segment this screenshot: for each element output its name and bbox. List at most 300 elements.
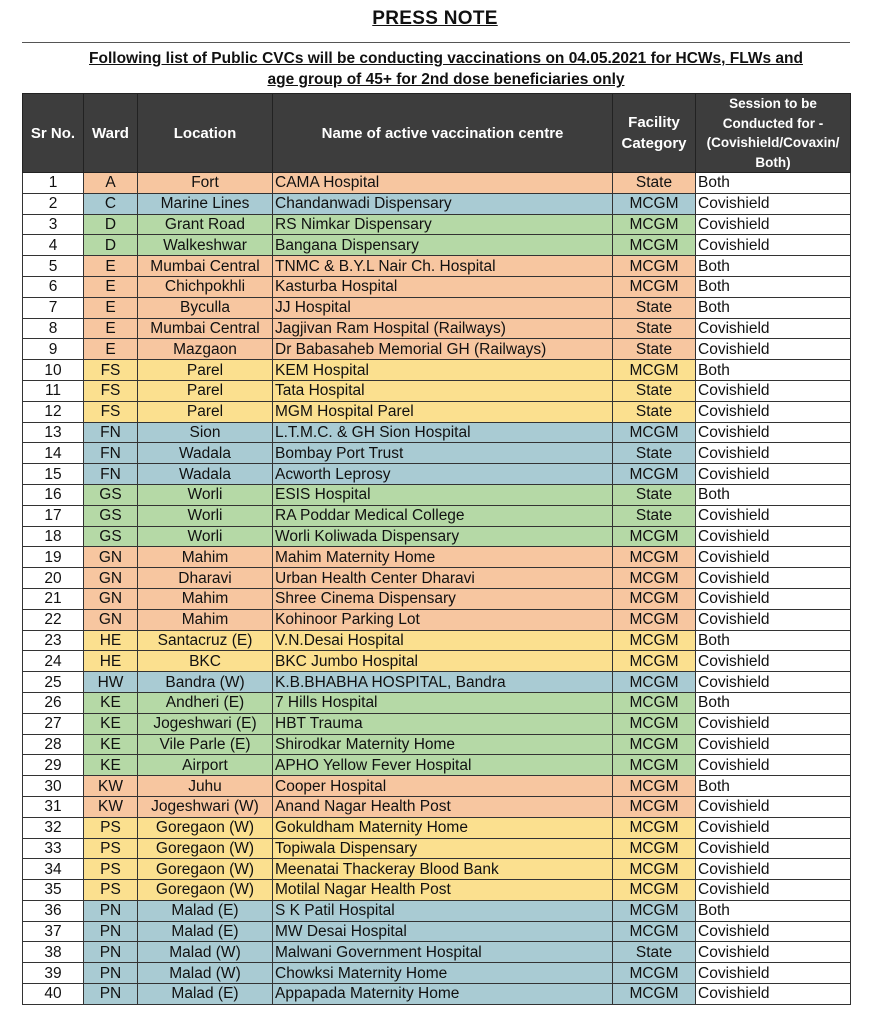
cell-centre-name: Kohinoor Parking Lot xyxy=(273,609,613,630)
cell-sr-no: 23 xyxy=(23,630,84,651)
cell-session: Covishield xyxy=(696,921,851,942)
cell-ward: FS xyxy=(84,380,138,401)
cell-ward: PS xyxy=(84,880,138,901)
cell-location: Walkeshwar xyxy=(138,235,273,256)
table-row xyxy=(23,609,851,630)
cell-ward: E xyxy=(84,256,138,277)
cell-session: Covishield xyxy=(696,214,851,235)
cell-session: Covishield xyxy=(696,339,851,360)
cell-session: Both xyxy=(696,173,851,194)
cell-facility-category: MCGM xyxy=(613,755,696,776)
table-row xyxy=(23,360,851,381)
cell-sr-no: 35 xyxy=(23,880,84,901)
cell-sr-no: 25 xyxy=(23,672,84,693)
cell-centre-name: HBT Trauma xyxy=(273,713,613,734)
cell-centre-name: Motilal Nagar Health Post xyxy=(273,880,613,901)
cell-centre-name: Chowksi Maternity Home xyxy=(273,963,613,984)
cell-ward: GN xyxy=(84,609,138,630)
cell-sr-no: 19 xyxy=(23,547,84,568)
cell-centre-name: ESIS Hospital xyxy=(273,484,613,505)
cell-session: Both xyxy=(696,276,851,297)
table-row xyxy=(23,692,851,713)
cell-sr-no: 11 xyxy=(23,380,84,401)
cell-ward: HE xyxy=(84,651,138,672)
cell-sr-no: 26 xyxy=(23,692,84,713)
cell-ward: PS xyxy=(84,859,138,880)
cell-sr-no: 29 xyxy=(23,755,84,776)
cell-facility-category: MCGM xyxy=(613,464,696,485)
cell-centre-name: Kasturba Hospital xyxy=(273,276,613,297)
cell-ward: FS xyxy=(84,401,138,422)
cell-ward: E xyxy=(84,297,138,318)
cell-facility-category: State xyxy=(613,443,696,464)
cell-facility-category: MCGM xyxy=(613,900,696,921)
cell-ward: A xyxy=(84,173,138,194)
cell-facility-category: MCGM xyxy=(613,984,696,1005)
cell-centre-name: Topiwala Dispensary xyxy=(273,838,613,859)
cell-session: Covishield xyxy=(696,526,851,547)
cell-location: Worli xyxy=(138,484,273,505)
cell-session: Covishield xyxy=(696,609,851,630)
cell-session: Covishield xyxy=(696,505,851,526)
cell-session: Covishield xyxy=(696,963,851,984)
cell-facility-category: State xyxy=(613,942,696,963)
cell-facility-category: MCGM xyxy=(613,859,696,880)
table-row xyxy=(23,214,851,235)
cell-centre-name: MGM Hospital Parel xyxy=(273,401,613,422)
cell-sr-no: 13 xyxy=(23,422,84,443)
cell-location: Mahim xyxy=(138,547,273,568)
cell-sr-no: 9 xyxy=(23,339,84,360)
cell-session: Covishield xyxy=(696,193,851,214)
cell-sr-no: 38 xyxy=(23,942,84,963)
table-row xyxy=(23,776,851,797)
cell-ward: C xyxy=(84,193,138,214)
cell-location: Malad (W) xyxy=(138,942,273,963)
header-row xyxy=(23,94,851,173)
cell-location: Goregaon (W) xyxy=(138,880,273,901)
table-header xyxy=(23,94,851,173)
cell-session: Covishield xyxy=(696,588,851,609)
cell-sr-no: 3 xyxy=(23,214,84,235)
cell-sr-no: 21 xyxy=(23,588,84,609)
cell-centre-name: MW Desai Hospital xyxy=(273,921,613,942)
cell-sr-no: 22 xyxy=(23,609,84,630)
cell-facility-category: MCGM xyxy=(613,776,696,797)
cell-centre-name: CAMA Hospital xyxy=(273,173,613,194)
cell-location: Wadala xyxy=(138,464,273,485)
table-row xyxy=(23,651,851,672)
table-row xyxy=(23,880,851,901)
cell-ward: PN xyxy=(84,921,138,942)
cell-session: Both xyxy=(696,256,851,277)
cell-location: Sion xyxy=(138,422,273,443)
cell-facility-category: MCGM xyxy=(613,838,696,859)
cell-location: Worli xyxy=(138,505,273,526)
cell-centre-name: Acworth Leprosy xyxy=(273,464,613,485)
cell-session: Both xyxy=(696,776,851,797)
cell-location: Juhu xyxy=(138,776,273,797)
cell-sr-no: 7 xyxy=(23,297,84,318)
cell-location: Parel xyxy=(138,380,273,401)
cell-session: Covishield xyxy=(696,318,851,339)
cell-sr-no: 14 xyxy=(23,443,84,464)
cell-centre-name: Anand Nagar Health Post xyxy=(273,796,613,817)
table-row xyxy=(23,464,851,485)
cell-location: Jogeshwari (E) xyxy=(138,713,273,734)
cell-sr-no: 2 xyxy=(23,193,84,214)
cell-ward: HW xyxy=(84,672,138,693)
cell-ward: E xyxy=(84,318,138,339)
cell-facility-category: MCGM xyxy=(613,651,696,672)
cell-centre-name: Cooper Hospital xyxy=(273,776,613,797)
cell-ward: E xyxy=(84,339,138,360)
cell-location: Airport xyxy=(138,755,273,776)
cell-location: Andheri (E) xyxy=(138,692,273,713)
table-row xyxy=(23,588,851,609)
cell-centre-name: RA Poddar Medical College xyxy=(273,505,613,526)
cell-ward: HE xyxy=(84,630,138,651)
cell-centre-name: RS Nimkar Dispensary xyxy=(273,214,613,235)
header-ward: Ward xyxy=(84,94,138,173)
cell-sr-no: 36 xyxy=(23,900,84,921)
cell-facility-category: State xyxy=(613,484,696,505)
cell-session: Both xyxy=(696,630,851,651)
header-facility-category xyxy=(613,94,696,173)
cell-ward: GS xyxy=(84,505,138,526)
cell-centre-name: Chandanwadi Dispensary xyxy=(273,193,613,214)
header-session-line-2: Conducted for - xyxy=(722,115,824,131)
cell-location: Malad (E) xyxy=(138,921,273,942)
cell-sr-no: 24 xyxy=(23,651,84,672)
table-body xyxy=(23,173,851,1005)
cell-facility-category: MCGM xyxy=(613,817,696,838)
cell-ward: KW xyxy=(84,796,138,817)
cell-facility-category: MCGM xyxy=(613,672,696,693)
cell-centre-name: Mahim Maternity Home xyxy=(273,547,613,568)
cell-location: Vile Parle (E) xyxy=(138,734,273,755)
cell-centre-name: Gokuldham Maternity Home xyxy=(273,817,613,838)
cell-facility-category: MCGM xyxy=(613,880,696,901)
cell-ward: PS xyxy=(84,817,138,838)
cell-location: Parel xyxy=(138,360,273,381)
cell-centre-name: Urban Health Center Dharavi xyxy=(273,568,613,589)
cell-facility-category: State xyxy=(613,401,696,422)
cell-ward: D xyxy=(84,214,138,235)
cell-location: BKC xyxy=(138,651,273,672)
cell-session: Covishield xyxy=(696,755,851,776)
cell-location: Marine Lines xyxy=(138,193,273,214)
cell-ward: KE xyxy=(84,713,138,734)
cell-location: Santacruz (E) xyxy=(138,630,273,651)
cell-facility-category: MCGM xyxy=(613,193,696,214)
cell-centre-name: Dr Babasaheb Memorial GH (Railways) xyxy=(273,339,613,360)
cell-sr-no: 33 xyxy=(23,838,84,859)
table-row xyxy=(23,755,851,776)
cell-sr-no: 16 xyxy=(23,484,84,505)
cell-facility-category: MCGM xyxy=(613,568,696,589)
cell-centre-name: Appapada Maternity Home xyxy=(273,984,613,1005)
cell-location: Mahim xyxy=(138,609,273,630)
table-row xyxy=(23,984,851,1005)
table-row xyxy=(23,443,851,464)
cell-ward: E xyxy=(84,276,138,297)
cell-ward: KE xyxy=(84,755,138,776)
cell-ward: D xyxy=(84,235,138,256)
table-row xyxy=(23,173,851,194)
cell-sr-no: 18 xyxy=(23,526,84,547)
cell-centre-name: S K Patil Hospital xyxy=(273,900,613,921)
cell-centre-name: V.N.Desai Hospital xyxy=(273,630,613,651)
table-row xyxy=(23,256,851,277)
cell-ward: PN xyxy=(84,942,138,963)
cell-session: Covishield xyxy=(696,942,851,963)
cell-sr-no: 28 xyxy=(23,734,84,755)
cell-session: Covishield xyxy=(696,880,851,901)
table-row xyxy=(23,484,851,505)
cell-sr-no: 30 xyxy=(23,776,84,797)
cell-facility-category: MCGM xyxy=(613,713,696,734)
table-row xyxy=(23,505,851,526)
cell-ward: PN xyxy=(84,900,138,921)
cell-sr-no: 6 xyxy=(23,276,84,297)
table-row xyxy=(23,921,851,942)
cell-sr-no: 4 xyxy=(23,235,84,256)
table-row xyxy=(23,672,851,693)
cell-location: Malad (E) xyxy=(138,984,273,1005)
cell-facility-category: State xyxy=(613,173,696,194)
cell-centre-name: BKC Jumbo Hospital xyxy=(273,651,613,672)
cell-session: Covishield xyxy=(696,713,851,734)
cell-sr-no: 5 xyxy=(23,256,84,277)
cell-centre-name: Bangana Dispensary xyxy=(273,235,613,256)
cell-session: Both xyxy=(696,484,851,505)
cell-centre-name: JJ Hospital xyxy=(273,297,613,318)
cell-location: Malad (W) xyxy=(138,963,273,984)
cell-sr-no: 8 xyxy=(23,318,84,339)
divider xyxy=(22,42,850,43)
cell-centre-name: Shree Cinema Dispensary xyxy=(273,588,613,609)
cell-ward: PN xyxy=(84,963,138,984)
cell-facility-category: MCGM xyxy=(613,276,696,297)
cell-facility-category: MCGM xyxy=(613,588,696,609)
cell-sr-no: 32 xyxy=(23,817,84,838)
subtitle-line-1: Following list of Public CVCs will be conducting vaccinations on 04.05.2021 for HCWs, FLWs and xyxy=(89,50,803,67)
cell-centre-name: KEM Hospital xyxy=(273,360,613,381)
cell-ward: GN xyxy=(84,588,138,609)
cell-facility-category: MCGM xyxy=(613,422,696,443)
cell-centre-name: L.T.M.C. & GH Sion Hospital xyxy=(273,422,613,443)
vaccination-centres-table xyxy=(22,93,851,1005)
table-row xyxy=(23,380,851,401)
cell-facility-category: MCGM xyxy=(613,630,696,651)
cell-centre-name: Shirodkar Maternity Home xyxy=(273,734,613,755)
cell-ward: PS xyxy=(84,838,138,859)
cell-session: Covishield xyxy=(696,838,851,859)
table-row xyxy=(23,817,851,838)
cell-sr-no: 31 xyxy=(23,796,84,817)
cell-location: Dharavi xyxy=(138,568,273,589)
cell-location: Chichpokhli xyxy=(138,276,273,297)
cell-facility-category: MCGM xyxy=(613,256,696,277)
cell-session: Covishield xyxy=(696,547,851,568)
cell-facility-category: State xyxy=(613,505,696,526)
cell-sr-no: 34 xyxy=(23,859,84,880)
table-row xyxy=(23,297,851,318)
cell-session: Covishield xyxy=(696,796,851,817)
cell-ward: GS xyxy=(84,484,138,505)
cell-session: Covishield xyxy=(696,817,851,838)
cell-centre-name: K.B.BHABHA HOSPITAL, Bandra xyxy=(273,672,613,693)
cell-session: Covishield xyxy=(696,464,851,485)
table-row xyxy=(23,422,851,443)
cell-facility-category: MCGM xyxy=(613,963,696,984)
cell-sr-no: 17 xyxy=(23,505,84,526)
cell-sr-no: 37 xyxy=(23,921,84,942)
cell-session: Covishield xyxy=(696,443,851,464)
cell-facility-category: MCGM xyxy=(613,235,696,256)
header-centre-name: Name of active vaccination centre xyxy=(273,94,613,173)
cell-location: Parel xyxy=(138,401,273,422)
table-row xyxy=(23,963,851,984)
table-row xyxy=(23,568,851,589)
cell-location: Fort xyxy=(138,173,273,194)
cell-session: Covishield xyxy=(696,568,851,589)
table-row xyxy=(23,276,851,297)
cell-location: Worli xyxy=(138,526,273,547)
table-row xyxy=(23,630,851,651)
cell-centre-name: Worli Koliwada Dispensary xyxy=(273,526,613,547)
cell-sr-no: 39 xyxy=(23,963,84,984)
table-row xyxy=(23,235,851,256)
table-row xyxy=(23,859,851,880)
cell-ward: FN xyxy=(84,464,138,485)
cell-facility-category: MCGM xyxy=(613,547,696,568)
cell-centre-name: 7 Hills Hospital xyxy=(273,692,613,713)
table-row xyxy=(23,193,851,214)
header-category-line-1: Facility xyxy=(628,114,680,131)
cell-centre-name: APHO Yellow Fever Hospital xyxy=(273,755,613,776)
header-session-line-3: (Covishield/Covaxin/ xyxy=(706,135,840,150)
cell-ward: FN xyxy=(84,443,138,464)
cell-session: Covishield xyxy=(696,235,851,256)
cell-centre-name: Malwani Government Hospital xyxy=(273,942,613,963)
cell-centre-name: TNMC & B.Y.L Nair Ch. Hospital xyxy=(273,256,613,277)
cell-ward: GS xyxy=(84,526,138,547)
cell-facility-category: MCGM xyxy=(613,692,696,713)
cell-location: Byculla xyxy=(138,297,273,318)
cell-location: Mahim xyxy=(138,588,273,609)
subtitle xyxy=(46,48,846,90)
cell-location: Goregaon (W) xyxy=(138,838,273,859)
page-title: PRESS NOTE xyxy=(372,8,498,29)
cell-session: Covishield xyxy=(696,984,851,1005)
cell-location: Wadala xyxy=(138,443,273,464)
table-row xyxy=(23,796,851,817)
cell-sr-no: 1 xyxy=(23,173,84,194)
cell-session: Covishield xyxy=(696,672,851,693)
cell-ward: KE xyxy=(84,692,138,713)
table-row xyxy=(23,547,851,568)
cell-sr-no: 12 xyxy=(23,401,84,422)
cell-location: Bandra (W) xyxy=(138,672,273,693)
cell-facility-category: MCGM xyxy=(613,609,696,630)
cell-session: Covishield xyxy=(696,859,851,880)
table-row xyxy=(23,900,851,921)
table-row xyxy=(23,339,851,360)
header-session-line-4: Both) xyxy=(755,154,791,170)
cell-ward: GN xyxy=(84,547,138,568)
cell-location: Goregaon (W) xyxy=(138,859,273,880)
table-row xyxy=(23,401,851,422)
cell-session: Both xyxy=(696,692,851,713)
cell-facility-category: State xyxy=(613,318,696,339)
cell-ward: PN xyxy=(84,984,138,1005)
cell-ward: GN xyxy=(84,568,138,589)
cell-location: Jogeshwari (W) xyxy=(138,796,273,817)
header-session-line-1: Session to be xyxy=(729,96,817,111)
cell-location: Malad (E) xyxy=(138,900,273,921)
cell-session: Covishield xyxy=(696,422,851,443)
cell-location: Mumbai Central xyxy=(138,256,273,277)
cell-centre-name: Meenatai Thackeray Blood Bank xyxy=(273,859,613,880)
cell-facility-category: MCGM xyxy=(613,214,696,235)
cell-sr-no: 27 xyxy=(23,713,84,734)
cell-facility-category: State xyxy=(613,339,696,360)
table-row xyxy=(23,318,851,339)
cell-location: Mumbai Central xyxy=(138,318,273,339)
cell-centre-name: Jagjivan Ram Hospital (Railways) xyxy=(273,318,613,339)
cell-ward: KE xyxy=(84,734,138,755)
cell-centre-name: Bombay Port Trust xyxy=(273,443,613,464)
cell-location: Goregaon (W) xyxy=(138,817,273,838)
cell-session: Covishield xyxy=(696,380,851,401)
subtitle-line-2: age group of 45+ for 2nd dose beneficiaries only xyxy=(267,71,625,88)
cell-facility-category: MCGM xyxy=(613,360,696,381)
cell-facility-category: MCGM xyxy=(613,734,696,755)
header-sr-no: Sr No. xyxy=(23,94,84,173)
header-session xyxy=(696,94,851,173)
cell-sr-no: 20 xyxy=(23,568,84,589)
cell-session: Covishield xyxy=(696,651,851,672)
cell-session: Both xyxy=(696,900,851,921)
cell-ward: KW xyxy=(84,776,138,797)
table-row xyxy=(23,838,851,859)
table-row xyxy=(23,526,851,547)
cell-sr-no: 10 xyxy=(23,360,84,381)
table-row xyxy=(23,942,851,963)
cell-location: Grant Road xyxy=(138,214,273,235)
cell-session: Covishield xyxy=(696,401,851,422)
cell-facility-category: MCGM xyxy=(613,796,696,817)
cell-facility-category: MCGM xyxy=(613,921,696,942)
cell-ward: FN xyxy=(84,422,138,443)
cell-centre-name: Tata Hospital xyxy=(273,380,613,401)
cell-session: Both xyxy=(696,297,851,318)
header-location: Location xyxy=(138,94,273,173)
cell-facility-category: State xyxy=(613,297,696,318)
cell-session: Covishield xyxy=(696,734,851,755)
cell-sr-no: 15 xyxy=(23,464,84,485)
cell-sr-no: 40 xyxy=(23,984,84,1005)
header-category-line-2: Category xyxy=(621,135,687,152)
table-row xyxy=(23,734,851,755)
cell-session: Both xyxy=(696,360,851,381)
cell-ward: FS xyxy=(84,360,138,381)
cell-location: Mazgaon xyxy=(138,339,273,360)
cell-facility-category: State xyxy=(613,380,696,401)
table-row xyxy=(23,713,851,734)
